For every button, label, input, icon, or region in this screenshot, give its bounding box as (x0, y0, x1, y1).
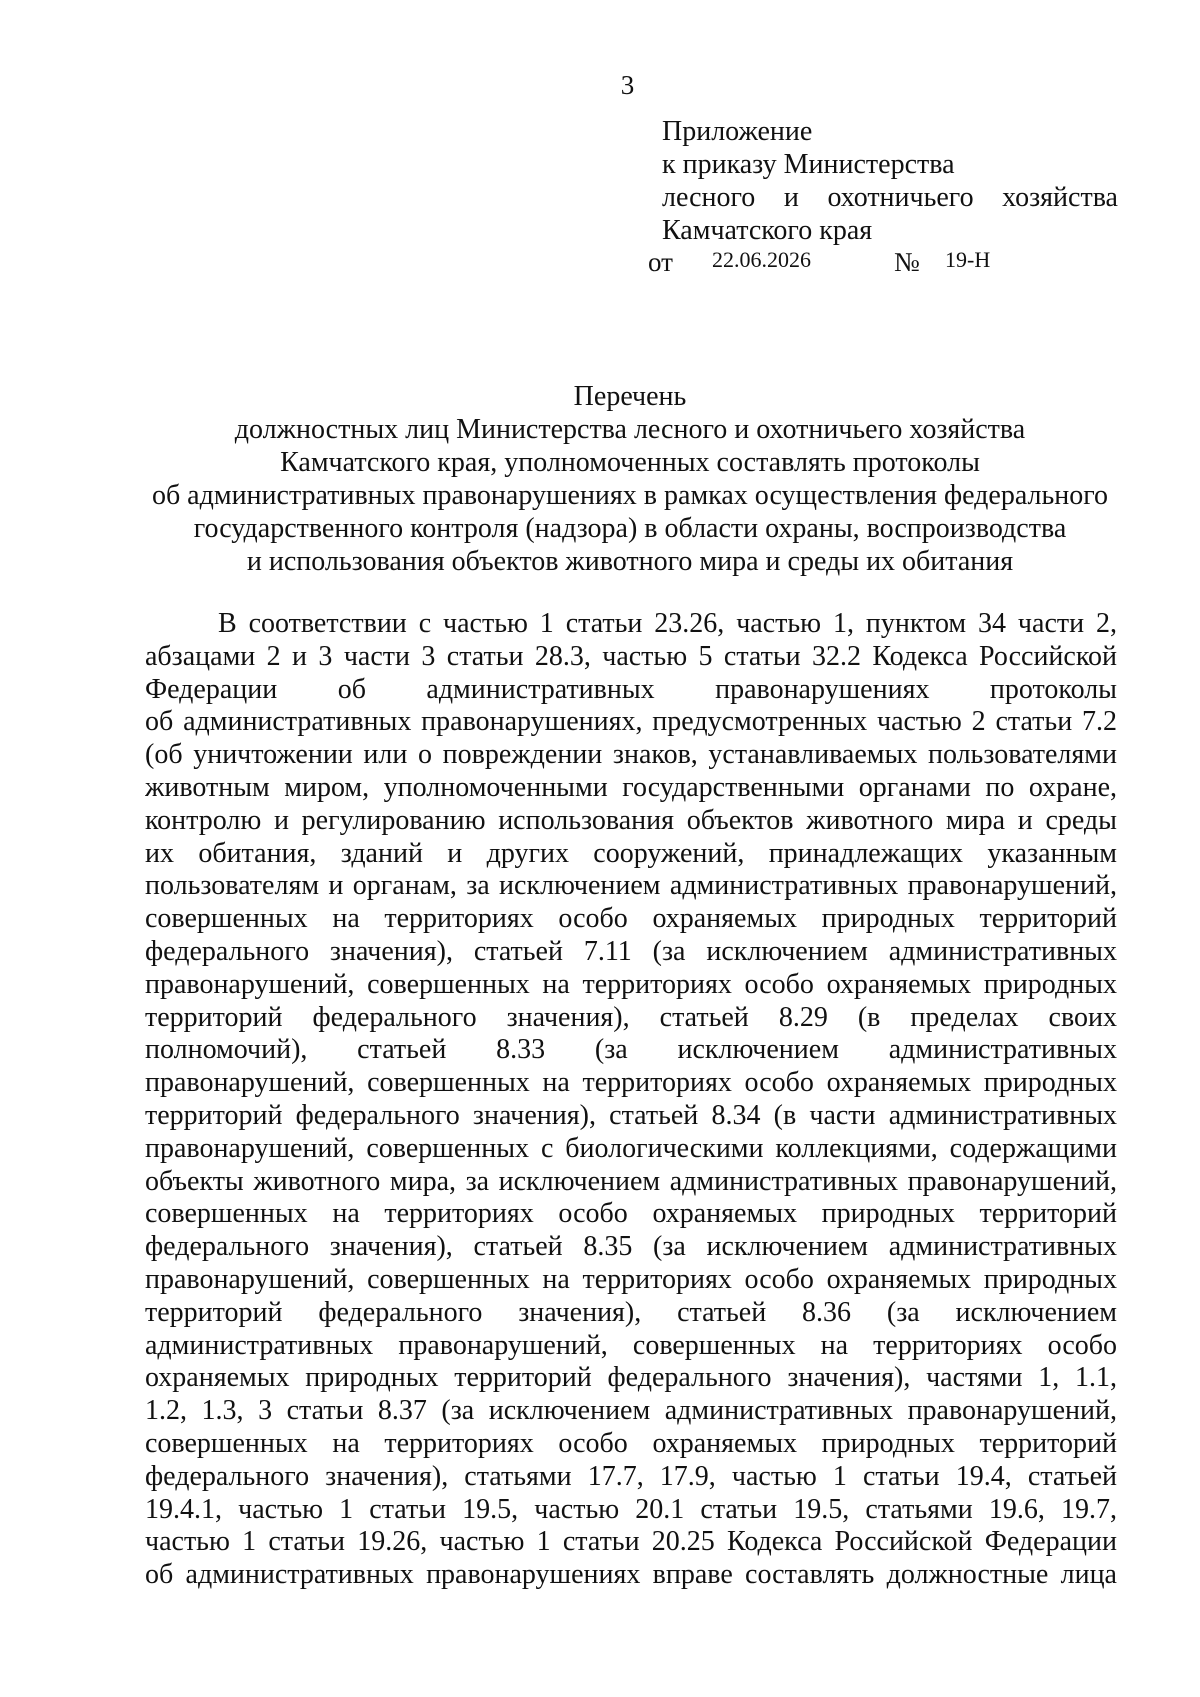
body-line: абзацами 2 и 3 части 3 статьи 28.3, частью 5 статьи 32.2 Кодекса Российской (145, 640, 1117, 672)
order-date: 22.06.2026 (712, 247, 811, 272)
title-line: Камчатского края, уполномоченных составлять протоколы (280, 447, 980, 478)
body-line: совершенных на территориях особо охраняемых природных территорий (145, 1198, 1117, 1230)
body-line: полномочий), статьей 8.33 (за исключением административных (145, 1034, 1117, 1066)
body-paragraph (145, 608, 1117, 1592)
appendix-block (662, 115, 1118, 247)
body-line: Федерации об административных правонарушениях протоколы (145, 673, 1117, 705)
body-line: контролю и регулированию использования объектов животного мира и среды (145, 804, 1117, 836)
order-number-sign: № (894, 247, 920, 277)
body-line: В соответствии с частью 1 статьи 23.26, частью 1, пунктом 34 части 2, (218, 608, 1117, 639)
appendix-title: Приложение (662, 116, 813, 147)
body-line: их обитания, зданий и других сооружений, принадлежащих указанным (145, 837, 1117, 869)
body-line: федерального значения), статьей 8.35 (за исключением административных (145, 1231, 1117, 1263)
body-line: правонарушений, совершенных на территориях особо охраняемых природных (145, 1067, 1117, 1099)
title-line: должностных лиц Министерства лесного и охотничьего хозяйства (234, 414, 1026, 445)
appendix-line: Камчатского края (662, 215, 873, 246)
body-line: правонарушений, совершенных на территориях особо охраняемых природных (145, 1263, 1117, 1295)
body-line: административных правонарушений, совершенных на территориях особо (145, 1329, 1117, 1361)
body-line: территорий федерального значения), статьей 8.36 (за исключением (145, 1296, 1117, 1328)
body-line: территорий федерального значения), статьей 8.29 (в пределах своих (145, 1001, 1117, 1033)
body-line: правонарушений, совершенных на территориях особо охраняемых природных (145, 968, 1117, 1000)
body-line: объекты животного мира, за исключением административных правонарушений, (145, 1165, 1117, 1197)
body-line: охраняемых природных территорий федерального значения), частями 1, 1.1, (145, 1362, 1117, 1394)
page-number: 3 (620, 70, 635, 100)
body-line: животным миром, уполномоченными государственными органами по охране, (145, 771, 1117, 803)
document-title (130, 380, 1130, 578)
title-line: и использования объектов животного мира и среды их обитания (246, 546, 1014, 577)
body-line: пользователям и органам, за исключением административных правонарушений, (145, 870, 1117, 902)
body-line: 19.4.1, частью 1 статьи 19.5, частью 20.1 статьи 19.5, статьями 19.6, 19.7, (145, 1493, 1117, 1525)
title-line: государственного контроля (надзора) в области охраны, воспроизводства (193, 513, 1067, 544)
body-line: частью 1 статьи 19.26, частью 1 статьи 20.25 Кодекса Российской Федерации (145, 1526, 1117, 1558)
order-number: 19-Н (945, 247, 991, 272)
order-from-label: от (648, 247, 673, 277)
body-line: об административных правонарушениях, предусмотренных частью 2 статьи 7.2 (145, 706, 1117, 738)
body-line: федерального значения), статьей 7.11 (за исключением административных (145, 935, 1117, 967)
body-line: 1.2, 1.3, 3 статьи 8.37 (за исключением административных правонарушений, (145, 1395, 1117, 1427)
appendix-line: к приказу Министерства (662, 149, 955, 180)
body-line: территорий федерального значения), статьей 8.34 (в части административных (145, 1099, 1117, 1131)
body-line: об административных правонарушениях вправе составлять должностные лица (145, 1559, 1117, 1591)
body-line: федерального значения), статьями 17.7, 17.9, частью 1 статьи 19.4, статьей (145, 1460, 1117, 1492)
order-reference (648, 247, 1008, 281)
body-line: (об уничтожении или о повреждении знаков, устанавливаемых пользователями (145, 739, 1117, 771)
appendix-line: лесного и охотничьего хозяйства (662, 182, 1118, 213)
body-line: правонарушений, совершенных с биологическими коллекциями, содержащими (145, 1132, 1117, 1164)
title-heading: Перечень (573, 381, 687, 412)
body-line: совершенных на территориях особо охраняемых природных территорий (145, 1427, 1117, 1459)
title-line: об административных правонарушениях в рамках осуществления федерального (151, 480, 1109, 511)
body-line: совершенных на территориях особо охраняемых природных территорий (145, 903, 1117, 935)
